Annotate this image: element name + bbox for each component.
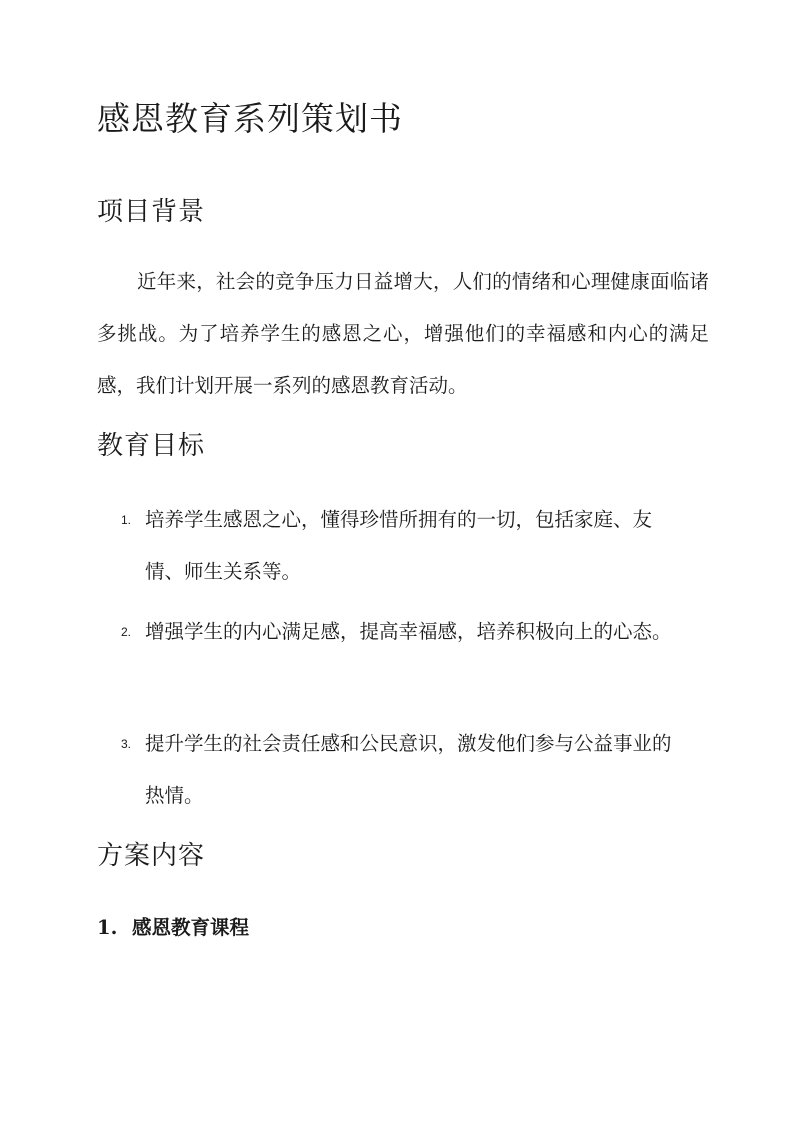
document-title: 感恩教育系列策划书: [97, 99, 403, 138]
list-item-text: 提升学生的社会责任感和公民意识，激发他们参与公益事业的热情。: [145, 732, 672, 807]
list-item-text: 增强学生的内心满足感，提高幸福感，培养积极向上的心态。: [145, 620, 672, 643]
section-heading-plan: 方案内容: [97, 841, 206, 871]
subsection-number: 1.: [97, 916, 118, 939]
list-item-number: 3.: [121, 737, 132, 751]
list-item-number: 1.: [121, 513, 132, 527]
section-heading-goals: 教育目标: [97, 431, 206, 461]
section-heading-background: 项目背景: [97, 197, 206, 227]
subsection-heading: [97, 908, 249, 948]
background-paragraph: 近年来，社会的竞争压力日益增大，人们的情绪和心理健康面临诸多挑战。为了培养学生的感恩之心，增强他们的幸福感和内心的满足感，我们计划开展一系列的感恩教育活动。: [97, 270, 709, 397]
subsection-title: 感恩教育课程: [132, 916, 250, 939]
list-item-number: 2.: [121, 625, 132, 639]
list-item-text: 培养学生感恩之心，懂得珍惜所拥有的一切，包括家庭、友情、师生关系等。: [145, 508, 653, 583]
